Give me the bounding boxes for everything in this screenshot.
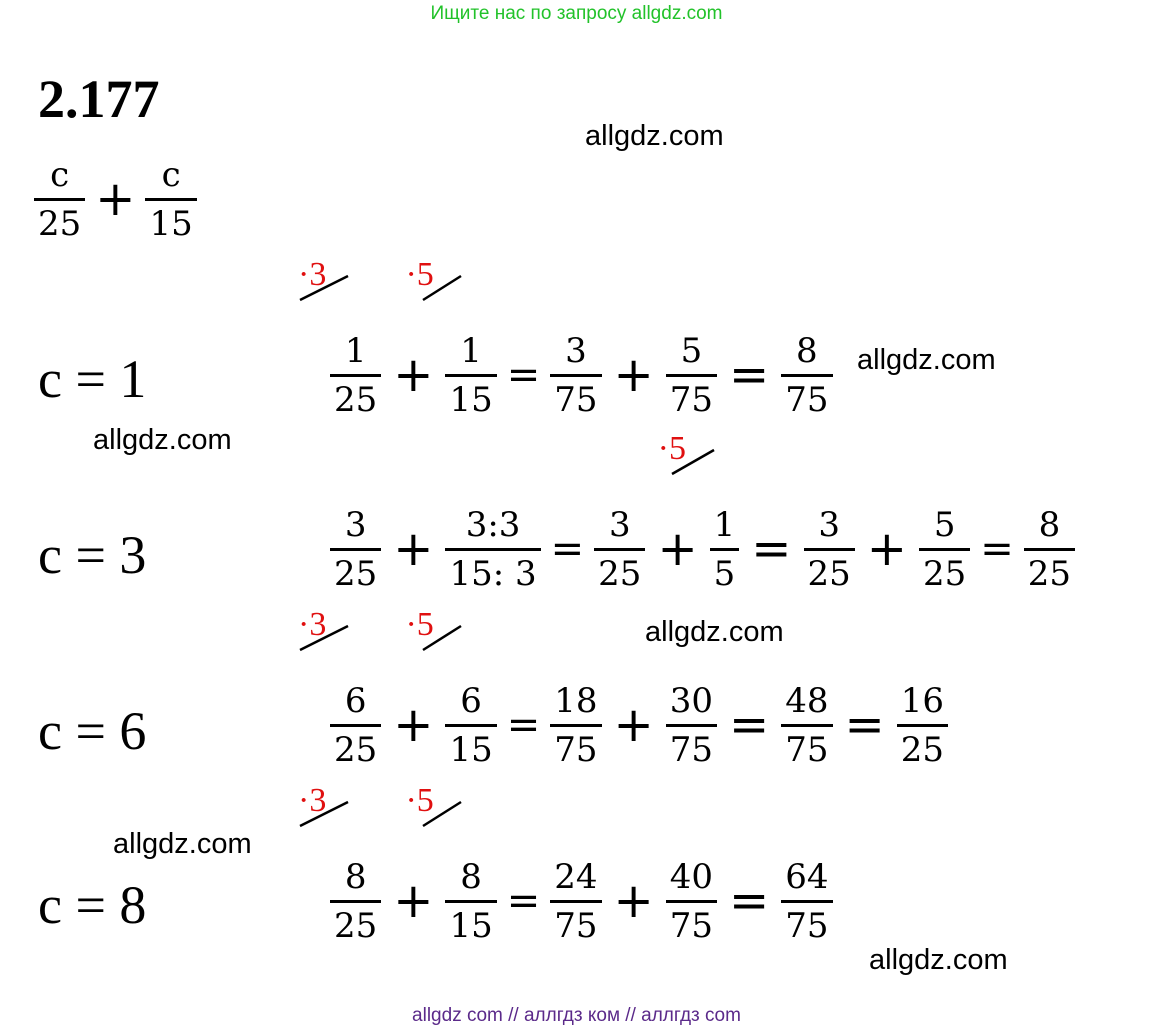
fraction: $\frac{30}{75}$: [666, 680, 717, 771]
fraction: $\frac{3}{25}$: [804, 504, 855, 595]
fraction: ·3 8 25: [330, 856, 381, 947]
operator: +: [657, 521, 698, 578]
operator: +: [95, 171, 136, 228]
watermark: allgdz.com: [113, 828, 252, 860]
fraction: $\frac{5}{75}$: [666, 330, 717, 421]
watermark: allgdz.com: [857, 344, 996, 376]
watermark: allgdz.com: [93, 424, 232, 456]
fraction: ·5 1 5: [710, 504, 740, 595]
case-label: c = 1: [38, 349, 147, 409]
fraction: ·3 6 25: [330, 680, 381, 771]
operator: =: [729, 697, 770, 754]
watermark: allgdz.com: [645, 616, 784, 648]
exercise-number: 2.177: [38, 69, 160, 129]
watermark: allgdz.com: [869, 944, 1008, 976]
operator: =: [729, 873, 770, 930]
case-label: c = 8: [38, 875, 147, 935]
fraction: $\frac{24}{75}$: [550, 856, 601, 947]
operator: =: [506, 878, 541, 925]
watermark: allgdz.com: [585, 120, 724, 152]
operator: =: [751, 521, 792, 578]
operator: +: [393, 873, 434, 930]
fraction: $\frac{c}{25}$: [34, 154, 85, 245]
fraction: $\frac{3}{25}$: [594, 504, 645, 595]
multiplier: ·3: [298, 782, 358, 832]
fraction: $\frac{48}{75}$: [781, 680, 832, 771]
fraction: $\frac{5}{25}$: [919, 504, 970, 595]
fraction: $\frac{18}{75}$: [550, 680, 601, 771]
operator: +: [393, 521, 434, 578]
operator: =: [506, 352, 541, 399]
case-label: c = 6: [38, 701, 147, 761]
operator: =: [550, 526, 585, 573]
fraction: ·3 1 25: [330, 330, 381, 421]
fraction: $\frac{16}{25}$: [897, 680, 948, 771]
solution-row: [298, 782, 833, 947]
operator: +: [393, 697, 434, 754]
fraction: $\frac{c}{15}$: [145, 154, 196, 245]
solution-row: [330, 430, 1075, 595]
operator: +: [613, 697, 654, 754]
fraction: $\frac{8}{75}$: [781, 330, 832, 421]
solution-row: [298, 256, 833, 421]
top-banner: Ищите нас по запросу allgdz.com: [430, 3, 723, 24]
fraction: ·5 8 15: [445, 856, 496, 947]
fraction: ·5 1 15: [445, 330, 496, 421]
fraction: $\frac{3}{25}$: [330, 504, 381, 595]
fraction: $\frac{64}{75}$: [781, 856, 832, 947]
operator: +: [613, 347, 654, 404]
fraction: $\frac{3:3}{15: 3}$: [445, 504, 540, 595]
fraction: $\frac{40}{75}$: [666, 856, 717, 947]
operator: =: [729, 347, 770, 404]
multiplier: ·5: [405, 606, 465, 656]
multiplier: ·3: [298, 606, 358, 656]
fraction: $\frac{3}{75}$: [550, 330, 601, 421]
fraction: ·5 6 15: [445, 680, 496, 771]
operator: =: [844, 697, 885, 754]
fraction: $\frac{8}{25}$: [1024, 504, 1075, 595]
multiplier: ·5: [658, 430, 718, 480]
case-label: c = 3: [38, 525, 147, 585]
multiplier: ·5: [405, 782, 465, 832]
multiplier: ·3: [298, 256, 358, 306]
operator: +: [613, 873, 654, 930]
operator: =: [506, 702, 541, 749]
operator: +: [393, 347, 434, 404]
footer-links: allgdz com // аллгдз ком // аллгдз com: [412, 1005, 741, 1026]
operator: +: [866, 521, 907, 578]
multiplier: ·5: [405, 256, 465, 306]
base-expression: [34, 154, 197, 245]
operator: =: [980, 526, 1014, 573]
